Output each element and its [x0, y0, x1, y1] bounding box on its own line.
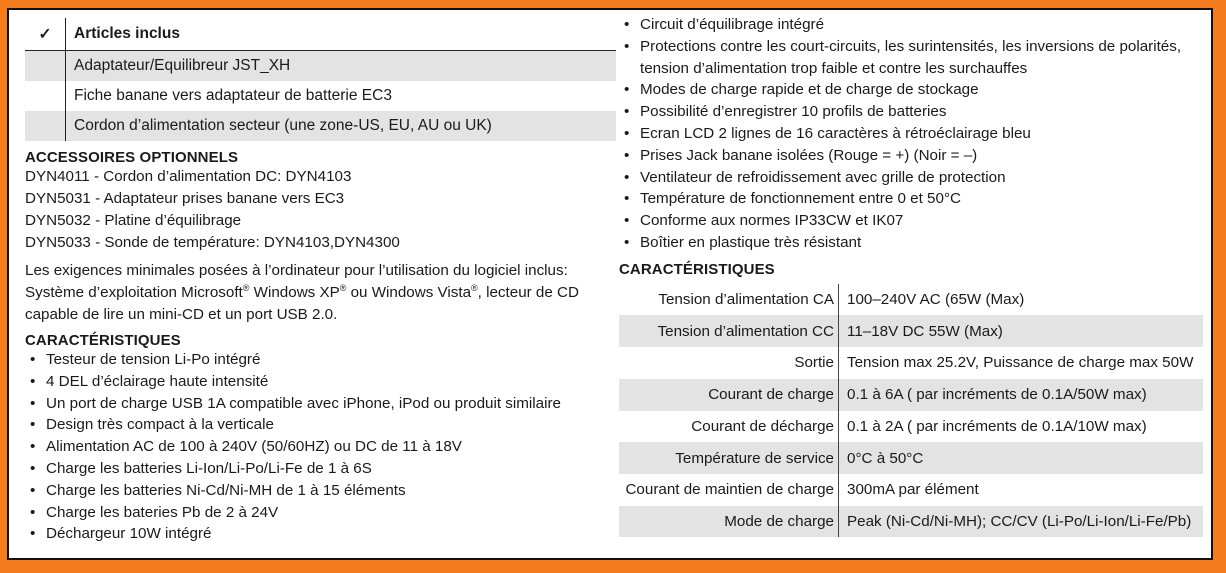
included-header: Articles inclus [66, 18, 617, 51]
table-row [619, 442, 1203, 474]
list-item: • Boîtier en plastique très résistant [619, 232, 1211, 254]
list-item: • Un port de charge USB 1A compatible avec iPhone, iPod ou produit similaire [25, 393, 617, 415]
list-item: • Modes de charge rapide et de charge de stockage [619, 79, 1211, 101]
optional-item: DYN5032 - Platine d’équilibrage [25, 212, 242, 229]
list-item: • Charge les batteries Ni-Cd/Ni-MH de 1 à 15 éléments [25, 480, 617, 502]
right-column [619, 14, 1211, 537]
list-item: • Alimentation AC de 100 à 240V (50/60HZ) ou DC de 11 à 18V [25, 436, 617, 458]
table-row [619, 474, 1203, 506]
optional-item: DYN5031 - Adaptateur prises banane vers EC3 [25, 190, 345, 207]
features-title-left: CARACTÉRISTIQUES [25, 332, 181, 349]
list-item: • Prises Jack banane isolées (Rouge = +) (Noir = –) [619, 145, 1211, 167]
spec-label: Tension d’alimentation CA [619, 284, 839, 316]
included-header-row [25, 18, 616, 51]
list-item: • Charge les batteries Li-Ion/Li-Po/Li-Fe de 1 à 6S [25, 458, 617, 480]
spec-value: Tension max 25.2V, Puissance de charge max 50W [847, 354, 1194, 372]
included-item: Fiche banane vers adaptateur de batterie EC3 [74, 87, 392, 104]
table-row [25, 81, 616, 111]
optional-item: DYN4011 - Cordon d’alimentation DC: DYN4103 [25, 168, 352, 185]
list-item: • Déchargeur 10W intégré [25, 523, 617, 545]
list-item: • Conforme aux normes IP33CW et IK07 [619, 210, 1211, 232]
features-list-right [619, 14, 1211, 254]
software-requirements: Les exigences minimales posées à l’ordinateur pour l’utilisation du logiciel inclus: Système d’exploitation Microsoft® Windows XP® ou Windows Vista®, lecteur de CD capable de lire un mini-CD et un port USB 2.0. [25, 262, 579, 323]
table-row [619, 284, 1203, 316]
list-item: • Circuit d’équilibrage intégré [619, 14, 1211, 36]
optional-item: DYN5033 - Sonde de température: DYN4103,DYN4300 [25, 234, 400, 251]
spec-value: 100–240V AC (65W (Max) [847, 291, 1025, 309]
list-item: • Possibilité d’enregistrer 10 profils de batteries [619, 101, 1211, 123]
table-row [25, 111, 616, 141]
table-row [25, 51, 616, 82]
spec-label: Mode de charge [619, 506, 839, 538]
table-row [619, 506, 1203, 538]
table-row [619, 347, 1203, 379]
document-page [7, 8, 1213, 560]
spec-label: Tension d’alimentation CC [619, 315, 839, 347]
spec-value: Peak (Ni-Cd/Ni-MH); CC/CV (Li-Po/Li-Ion/Li-Fe/Pb) [839, 506, 1204, 538]
spec-value: 0°C à 50°C [839, 442, 1204, 474]
table-row [619, 315, 1203, 347]
spec-label: Courant de décharge [619, 411, 839, 443]
spec-label: Courant de maintien de charge [619, 474, 839, 506]
list-item: • Charge les bateries Pb de 2 à 24V [25, 502, 617, 524]
table-row [619, 379, 1203, 411]
included-item: Cordon d’alimentation secteur (une zone-US, EU, AU ou UK) [66, 111, 617, 141]
spec-value: 0.1 à 6A ( par incréments de 0.1A/50W max) [839, 379, 1204, 411]
check-mark-icon: ✓ [25, 18, 66, 51]
spec-label: Courant de charge [619, 379, 839, 411]
left-column [25, 18, 617, 545]
list-item: • Ventilateur de refroidissement avec grille de protection [619, 167, 1211, 189]
included-items-table [25, 18, 616, 141]
spec-value: 0.1 à 2A ( par incréments de 0.1A/10W max) [847, 417, 1147, 435]
optional-accessories-title: ACCESSOIRES OPTIONNELS [25, 149, 239, 166]
list-item: • Ecran LCD 2 lignes de 16 caractères à rétroéclairage bleu [619, 123, 1211, 145]
list-item: • Design très compact à la verticale [25, 414, 617, 436]
table-row [619, 411, 1203, 443]
spec-label: Température de service [619, 442, 839, 474]
list-item: • Température de fonctionnement entre 0 et 50°C [619, 188, 1211, 210]
list-item: • 4 DEL d’éclairage haute intensité [25, 371, 617, 393]
spec-value: 11–18V DC 55W (Max) [839, 315, 1204, 347]
list-item: • Testeur de tension Li-Po intégré [25, 349, 617, 371]
list-item: • Protections contre les court-circuits, les surintensités, les inversions de polarités, tension d’alimentation trop faible et contre les surchauffes [619, 36, 1211, 80]
spec-label: Sortie [619, 347, 839, 379]
spec-value: 300mA par élément [847, 481, 979, 499]
included-item: Adaptateur/Equilibreur JST_XH [66, 51, 617, 82]
features-list-left [25, 349, 617, 545]
specs-table [619, 284, 1203, 538]
specs-title: CARACTÉRISTIQUES [619, 260, 775, 278]
